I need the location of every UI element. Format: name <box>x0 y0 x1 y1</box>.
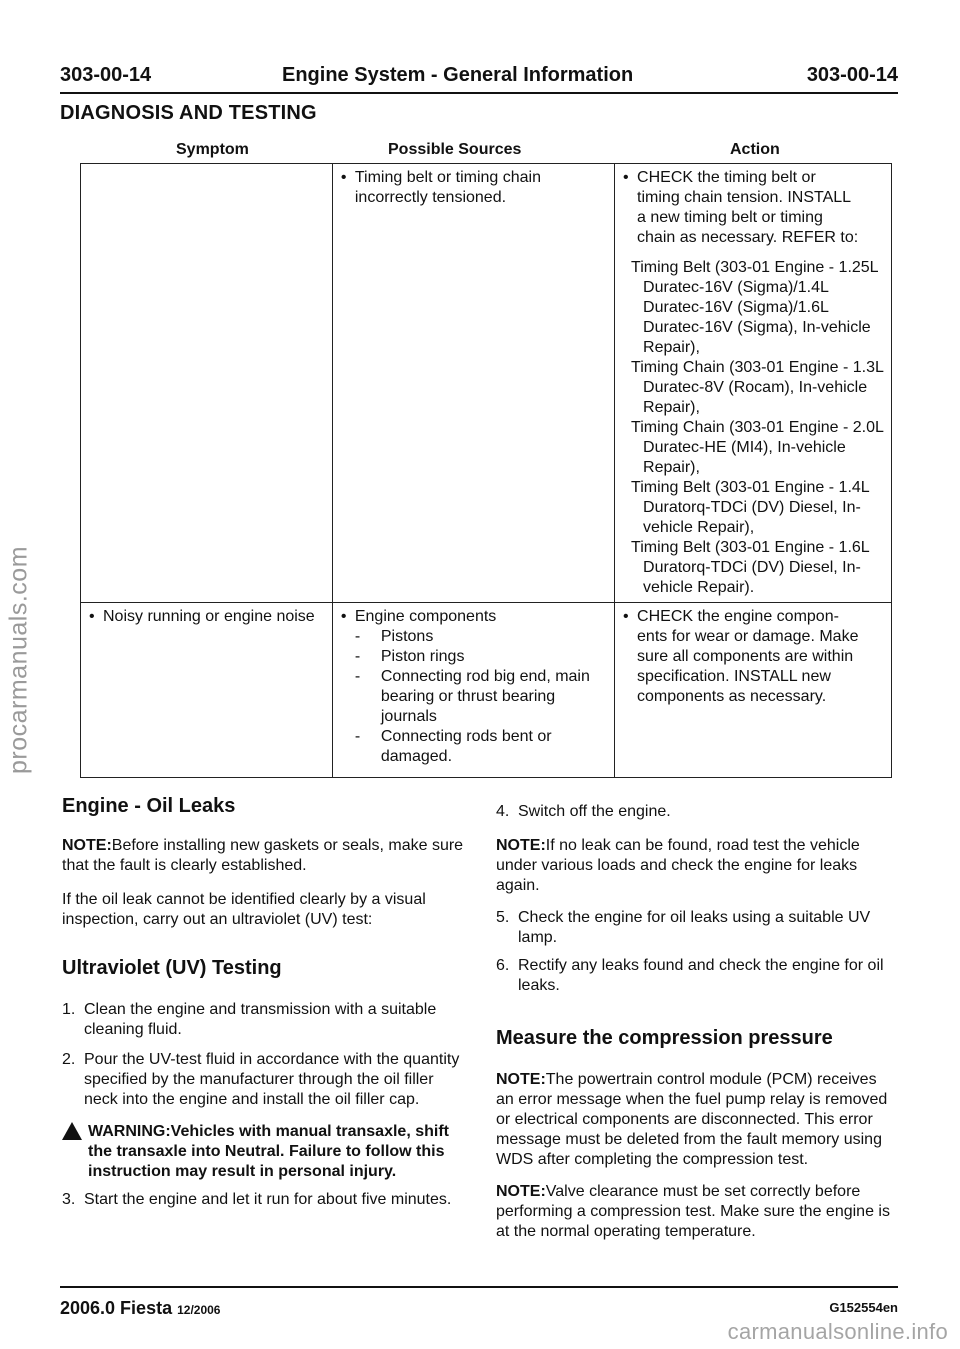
footer-date: 12/2006 <box>177 1303 221 1317</box>
symptom-cell <box>81 164 333 603</box>
page-footer <box>60 1286 898 1318</box>
action-line: components as necessary. <box>637 688 827 705</box>
reference-link[interactable]: Timing Chain (303-01 Engine - 1.3L Duratec-8V (Rocam), In-vehicle Repair), <box>631 359 884 416</box>
step-text: Rectify any leaks found and check the engine for oil leaks. <box>518 957 884 994</box>
step-text: Clean the engine and transmission with a suitable cleaning fluid. <box>84 1001 437 1038</box>
action-line: ents for wear or damage. Make <box>637 628 859 645</box>
warning-triangle-icon <box>62 1122 88 1182</box>
step-number: 2. <box>62 1051 76 1068</box>
diagnosis-table <box>80 163 892 778</box>
note-text: The powertrain control module (PCM) receives an error message when the fuel pump relay is removed or electrical components are disconnected. This error message must be deleted from the fault memory using WDS after completing the compression test. <box>496 1071 888 1168</box>
step-text: Pour the UV-test fluid in accordance with the quantity specified by the manufacturer through the oil filler neck into the engine and install the oil filler cap. <box>84 1051 460 1108</box>
note-label: NOTE: <box>496 1183 546 1200</box>
reference-list <box>623 258 885 598</box>
warning-block <box>62 1122 470 1182</box>
header-right-code: 303-00-14 <box>806 64 898 86</box>
bullet-icon: • <box>340 169 347 186</box>
step-text: Check the engine for oil leaks using a suitable UV lamp. <box>518 909 871 946</box>
step-text: Switch off the engine. <box>518 803 671 820</box>
note-paragraph <box>496 1182 896 1242</box>
action-cell <box>615 164 892 603</box>
bullet-icon: • <box>89 608 95 625</box>
note-label: NOTE: <box>496 1071 546 1088</box>
header-title: Engine System - General Information <box>282 64 634 86</box>
intro-paragraph: If the oil leak cannot be identified clearly by a visual inspection, carry out an ultraviolet (UV) test: <box>62 891 426 928</box>
symptom-text: Noisy running or engine noise <box>103 608 315 625</box>
action-line: chain as necessary. REFER to: <box>637 229 859 246</box>
footer-doc-id: G152554en <box>829 1300 898 1315</box>
bullet-icon: • <box>623 169 629 186</box>
list-item <box>496 802 896 822</box>
note-label: NOTE: <box>496 837 546 854</box>
note-text: If no leak can be found, road test the vehicle under various loads and check the engine for leaks again. <box>496 837 860 894</box>
source-cell <box>332 164 614 603</box>
step-number: 4. <box>496 803 510 820</box>
warning-text: WARNING:Vehicles with manual transaxle, shift the transaxle into Neutral. Failure to follow this instruction may result in personal injury. <box>88 1123 449 1180</box>
left-column <box>62 796 470 1210</box>
step-number: 5. <box>496 909 510 926</box>
source-text: Timing belt or timing chain incorrectly tensioned. <box>354 169 542 206</box>
col-symptom: Symptom <box>176 141 249 158</box>
reference-link[interactable]: Timing Belt (303-01 Engine - 1.25L Duratec-16V (Sigma)/1.4L Duratec-16V (Sigma)/1.6L Duratec-16V (Sigma), In-vehicle Repair), <box>631 259 878 356</box>
watermark-side: procarmanuals.com <box>4 545 33 775</box>
action-line: a new timing belt or timing <box>637 209 823 226</box>
note-paragraph <box>62 836 470 876</box>
action-line: CHECK the engine compon- <box>637 608 839 625</box>
col-possible-sources: Possible Sources <box>388 141 522 158</box>
note-paragraph <box>496 836 896 896</box>
step-number: 6. <box>496 957 510 974</box>
source-cell <box>332 603 614 778</box>
dash-icon: - <box>354 648 361 665</box>
step-number: 1. <box>62 1001 76 1018</box>
note-text: Valve clearance must be set correctly before performing a compression test. Make sure the engine is at the normal operating temperature. <box>496 1183 890 1240</box>
col-action: Action <box>730 141 780 158</box>
list-item <box>496 908 896 948</box>
reference-link[interactable]: Timing Belt (303-01 Engine - 1.6L Duratorq-TDCi (DV) Diesel, In-vehicle Repair). <box>631 539 870 596</box>
header-left-code: 303-00-14 <box>60 64 152 86</box>
page-header <box>60 64 898 94</box>
action-line: specification. INSTALL new <box>637 668 831 685</box>
note-paragraph <box>496 1070 896 1170</box>
source-title: Engine components <box>354 608 497 625</box>
uv-testing-heading: Ultraviolet (UV) Testing <box>62 957 282 979</box>
source-item: Connecting rods bent or damaged. <box>380 728 552 765</box>
right-column <box>496 802 896 1242</box>
list-item <box>496 956 896 996</box>
source-item: Piston rings <box>380 648 465 665</box>
step-number: 3. <box>62 1191 76 1208</box>
section-title: DIAGNOSIS AND TESTING <box>60 102 317 124</box>
source-item: Pistons <box>380 628 434 645</box>
action-cell <box>615 603 892 778</box>
action-line: timing chain tension. INSTALL <box>637 189 852 206</box>
watermark-bottom: carmanualsonline.info <box>727 1319 948 1344</box>
table-row <box>81 164 892 603</box>
action-line: sure all components are within <box>637 648 854 665</box>
dash-icon: - <box>354 668 361 685</box>
bullet-icon: • <box>623 608 629 625</box>
oil-leaks-heading: Engine - Oil Leaks <box>62 795 236 817</box>
footer-model-text: 2006.0 Fiesta <box>60 1298 173 1318</box>
source-item: Connecting rod big end, main bearing or thrust bearing journals <box>380 668 590 725</box>
reference-link[interactable]: Timing Chain (303-01 Engine - 2.0L Duratec-HE (MI4), In-vehicle Repair), <box>631 419 884 476</box>
compression-heading: Measure the compression pressure <box>496 1027 833 1049</box>
dash-icon: - <box>354 628 361 645</box>
dash-icon: - <box>354 728 361 745</box>
footer-model <box>60 1298 220 1319</box>
reference-link[interactable]: Timing Belt (303-01 Engine - 1.4L Duratorq-TDCi (DV) Diesel, In-vehicle Repair), <box>631 479 870 536</box>
list-item <box>62 1190 470 1210</box>
step-text: Start the engine and let it run for about five minutes. <box>84 1191 452 1208</box>
bullet-icon: • <box>340 608 347 625</box>
list-item <box>62 1050 470 1110</box>
note-label: NOTE: <box>62 837 112 854</box>
note-text: Before installing new gaskets or seals, make sure that the fault is clearly established. <box>62 837 464 874</box>
table-row <box>81 603 892 778</box>
list-item <box>62 1000 470 1040</box>
action-line: CHECK the timing belt or <box>637 169 816 186</box>
table-column-headings <box>80 141 898 163</box>
symptom-cell <box>81 603 333 778</box>
